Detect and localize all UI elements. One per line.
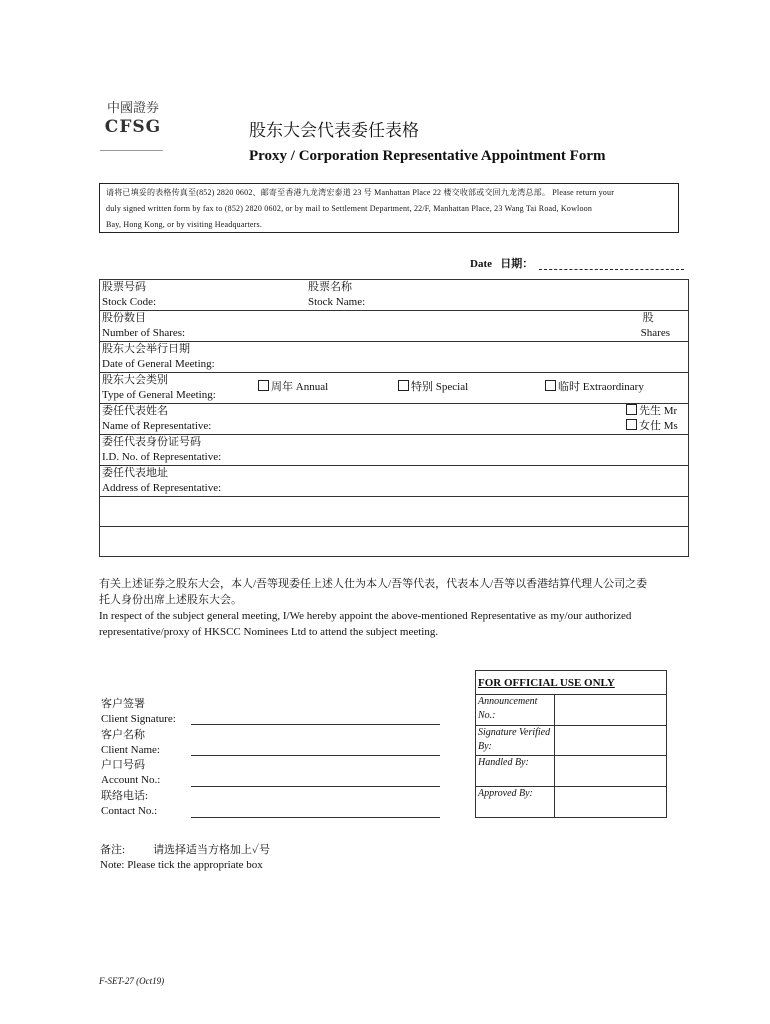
meeting-type-cell: [100, 373, 689, 404]
official-use-table: [475, 670, 667, 818]
table-row: [100, 466, 689, 497]
contact-label-en: Contact No.:: [101, 805, 158, 818]
rep-address-label-cn: 委任代表地址: [102, 467, 168, 479]
meeting-date-label-cn: 股东大会举行日期: [102, 343, 190, 355]
stock-name-label-cn: 股票名称: [308, 281, 352, 293]
approved-by-field[interactable]: [555, 787, 667, 818]
rep-id-label-en: I.D. No. of Representative:: [102, 451, 222, 463]
rep-name-label-cn: 委任代表姓名: [102, 405, 168, 417]
declaration-text: [99, 576, 691, 640]
instructions-box: [99, 183, 679, 233]
shares-unit-en: Shares: [640, 327, 670, 339]
date-label: [470, 255, 533, 271]
shares-unit-cn: 股: [642, 312, 654, 324]
official-use-header: FOR OFFICIAL USE ONLY: [476, 671, 667, 695]
table-row: [100, 435, 689, 466]
account-label-cn: 户口号码: [101, 759, 145, 772]
stock-row-cell[interactable]: [100, 280, 689, 311]
annual-checkbox[interactable]: [258, 380, 328, 395]
meeting-type-label-cn: 股东大会类别: [102, 374, 168, 386]
rep-id-label-cn: 委任代表身份证号码: [102, 436, 201, 448]
date-label-en: Date: [470, 258, 492, 270]
logo-cn-text: 中國證券: [106, 101, 160, 116]
checkbox-icon[interactable]: [545, 380, 556, 391]
declaration-en-line: representative/proxy of HKSCC Nominees Ltd to attend the subject meeting.: [99, 626, 439, 638]
table-row: [100, 527, 689, 557]
client-signature-label-en: Client Signature:: [101, 713, 176, 726]
announcement-label: Announcement No.:: [476, 695, 555, 726]
form-title-en: Proxy / Corporation Representative Appointment Form: [249, 148, 606, 164]
mr-checkbox[interactable]: [626, 404, 678, 419]
table-row: [100, 497, 689, 527]
rep-name-cell[interactable]: [100, 404, 689, 435]
rep-address-cell[interactable]: [100, 466, 689, 497]
table-row: [100, 373, 689, 404]
signature-verified-field[interactable]: [555, 726, 667, 756]
table-row: [476, 695, 667, 726]
signature-verified-label: Signature Verified By:: [476, 726, 555, 756]
address-line-cell[interactable]: [100, 527, 689, 557]
client-name-label-cn: 客户名称: [101, 728, 145, 741]
address-line-cell[interactable]: [100, 497, 689, 527]
client-signature-field[interactable]: [191, 724, 440, 725]
contact-no-field[interactable]: [191, 817, 440, 818]
logo-graphic: [103, 92, 163, 150]
client-signature-label-cn: 客户签署: [101, 698, 145, 710]
client-name-label-en: Client Name:: [101, 743, 160, 756]
checkbox-icon[interactable]: [626, 419, 637, 430]
rep-name-label-en: Name of Representative:: [102, 420, 212, 432]
stock-name-label-en: Stock Name:: [308, 296, 366, 308]
checkbox-icon[interactable]: [626, 404, 637, 415]
client-info: [101, 697, 176, 819]
ms-label: 女仕 Ms: [639, 420, 678, 432]
shares-label-cn: 股份数目: [102, 312, 146, 324]
appointment-table: [99, 279, 689, 557]
meeting-type-label-en: Type of General Meeting:: [102, 389, 216, 401]
instructions-line: Bay, Hong Kong, or by visiting Headquarters.: [106, 220, 263, 229]
shares-cell[interactable]: [100, 311, 689, 342]
rep-id-cell[interactable]: [100, 435, 689, 466]
declaration-cn-line: 有关上述证券之股东大会，本人/吾等现委任上述人仕为本人/吾等代表，代表本人/吾等以香港结算代理人公司之委: [99, 578, 648, 590]
account-label-en: Account No.:: [101, 774, 161, 787]
table-row: [100, 280, 689, 311]
table-row: [100, 342, 689, 373]
client-name-field[interactable]: [191, 755, 440, 756]
table-row: [476, 726, 667, 756]
declaration-cn-line: 托人身份出席上述股东大会。: [99, 594, 242, 606]
annual-label: 周年 Annual: [271, 381, 329, 393]
table-row: [476, 756, 667, 787]
date-label-cn: 日期：: [500, 258, 534, 270]
mr-label: 先生 Mr: [639, 405, 678, 417]
form-title-cn: 股东大会代表委任表格: [249, 121, 419, 140]
rep-address-label-en: Address of Representative:: [102, 482, 222, 494]
table-row: [476, 671, 667, 695]
contact-label-cn: 联络电话:: [101, 789, 149, 802]
instructions-line: 请将已填妥的表格传真至(852) 2820 0602、邮寄至香港九龙湾宏泰道 23 号 Manhattan Place 22 楼交收部或交回九龙湾总部。 Please return your: [106, 188, 615, 197]
announcement-field[interactable]: [555, 695, 667, 726]
note-label-cn: 备注:: [100, 844, 126, 856]
form-code: F-SET-27 (Oct19): [99, 976, 165, 986]
extraordinary-checkbox[interactable]: [545, 380, 644, 395]
checkbox-icon[interactable]: [398, 380, 409, 391]
meeting-date-cell[interactable]: [100, 342, 689, 373]
handled-by-field[interactable]: [555, 756, 667, 787]
special-checkbox[interactable]: [398, 380, 468, 395]
special-label: 特别 Special: [411, 381, 469, 393]
company-logo: [103, 92, 163, 150]
note: [100, 843, 270, 873]
ms-checkbox[interactable]: [626, 419, 678, 434]
account-no-field[interactable]: [191, 786, 440, 787]
instructions-line: duly signed written form by fax to (852) 2820 0602, or by mail to Settlement Department, 22/F, Manhattan Place, 23 Wang Tai Road, Kowloon: [106, 204, 593, 213]
shares-label-en: Number of Shares:: [102, 327, 186, 339]
note-text-en: Note: Please tick the appropriate box: [100, 859, 263, 871]
stock-code-label-cn: 股票号码: [102, 281, 146, 293]
date-field[interactable]: [539, 268, 684, 270]
handled-by-label: Handled By:: [476, 756, 555, 787]
approved-by-label: Approved By:: [476, 787, 555, 818]
logo-divider: [100, 150, 163, 151]
meeting-date-label-en: Date of General Meeting:: [102, 358, 215, 370]
declaration-en-line: In respect of the subject general meeting, I/We hereby appoint the above-mentioned Representative as my/our authorized: [99, 610, 632, 622]
table-row: [100, 311, 689, 342]
table-row: [476, 787, 667, 818]
logo-en-text: CFSG: [104, 117, 162, 137]
checkbox-icon[interactable]: [258, 380, 269, 391]
stock-code-label-en: Stock Code:: [102, 296, 157, 308]
table-row: [100, 404, 689, 435]
extraordinary-label: 临时 Extraordinary: [558, 381, 644, 393]
note-text-cn: 请选择适当方格加上✓号: [153, 844, 271, 856]
